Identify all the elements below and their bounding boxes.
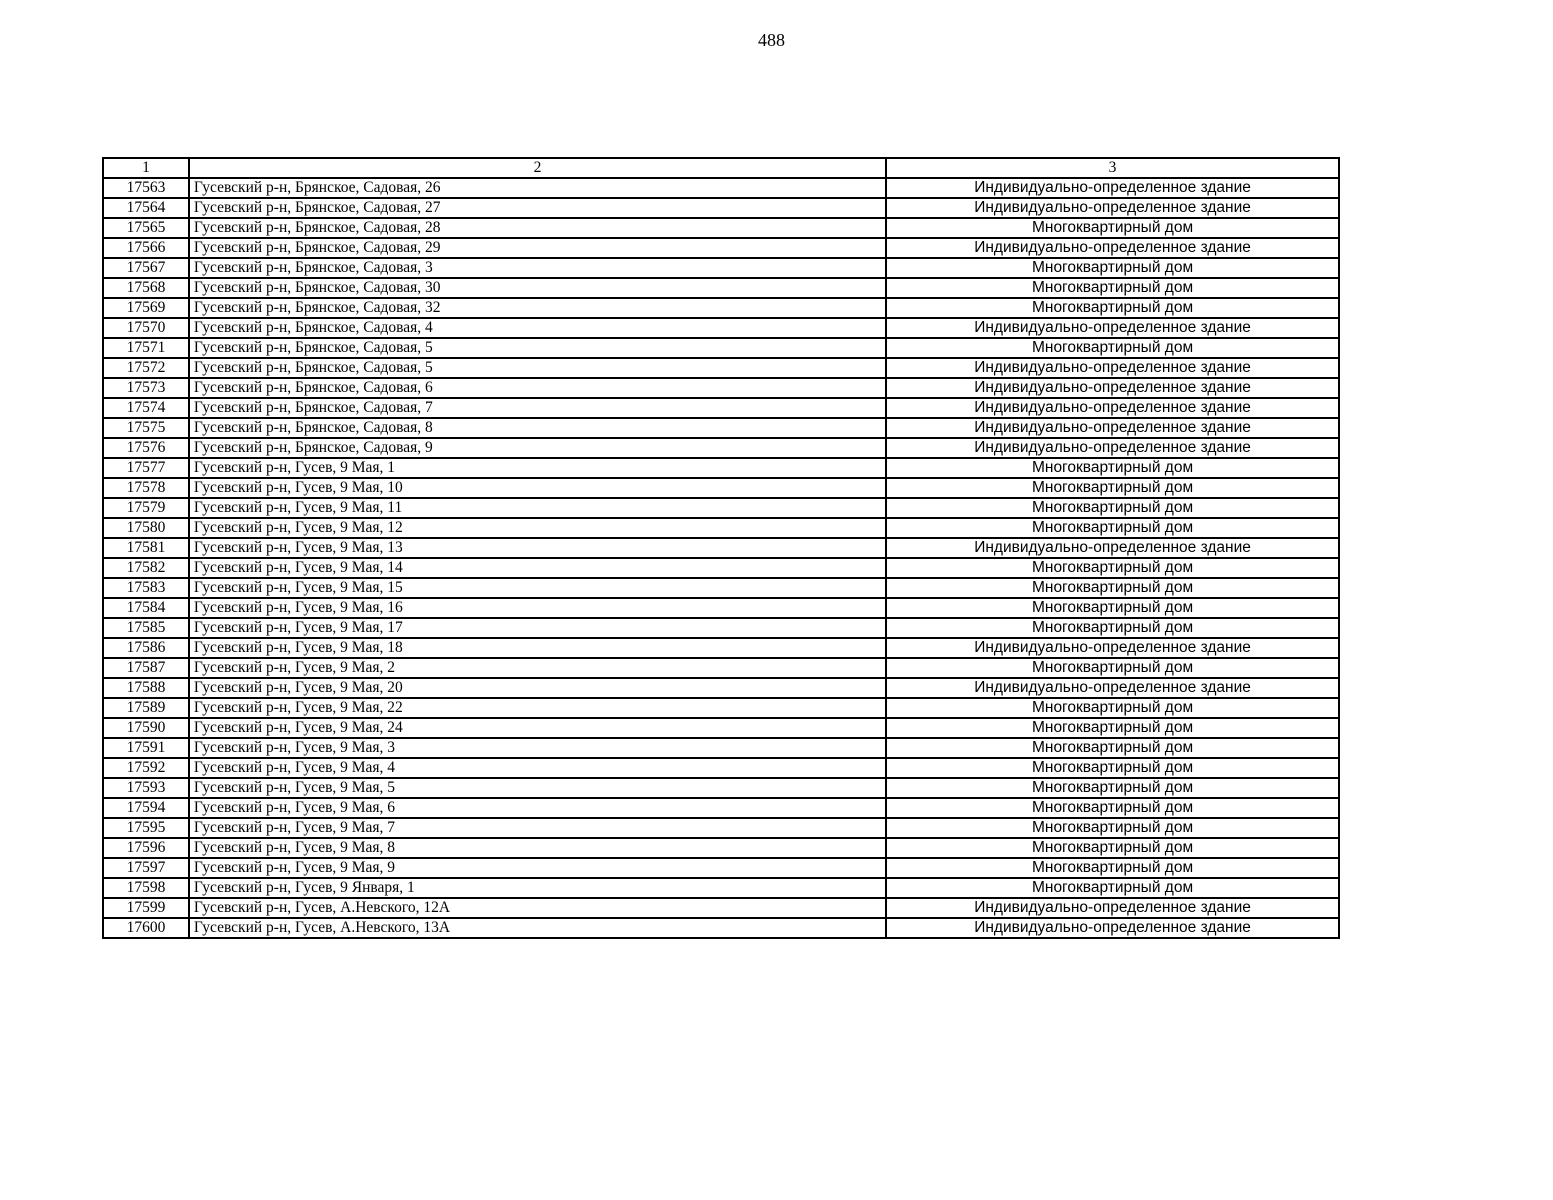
row-address-cell: Гусевский р-н, Брянское, Садовая, 30 (189, 278, 886, 298)
row-address-cell: Гусевский р-н, Брянское, Садовая, 4 (189, 318, 886, 338)
page-number: 488 (758, 30, 785, 50)
row-address-cell: Гусевский р-н, Брянское, Садовая, 8 (189, 418, 886, 438)
row-address-cell: Гусевский р-н, Гусев, 9 Мая, 11 (189, 498, 886, 518)
row-id-cell: 17574 (103, 398, 189, 418)
row-address-cell: Гусевский р-н, Брянское, Садовая, 9 (189, 438, 886, 458)
table-body (103, 178, 1339, 938)
row-type-cell: Многоквартирный дом (886, 478, 1339, 498)
table-row (103, 518, 1339, 538)
row-id-cell: 17575 (103, 418, 189, 438)
row-address-cell: Гусевский р-н, Брянское, Садовая, 5 (189, 358, 886, 378)
table-row (103, 598, 1339, 618)
table-row (103, 538, 1339, 558)
table-row (103, 618, 1339, 638)
row-id-cell: 17594 (103, 798, 189, 818)
row-id-cell: 17568 (103, 278, 189, 298)
row-type-cell: Многоквартирный дом (886, 518, 1339, 538)
row-id-cell: 17600 (103, 918, 189, 938)
table-row (103, 278, 1339, 298)
table-row (103, 678, 1339, 698)
row-type-cell: Индивидуально-определенное здание (886, 358, 1339, 378)
table-row (103, 798, 1339, 818)
row-address-cell: Гусевский р-н, Гусев, 9 Мая, 16 (189, 598, 886, 618)
row-address-cell: Гусевский р-н, Гусев, 9 Января, 1 (189, 878, 886, 898)
row-type-cell: Многоквартирный дом (886, 718, 1339, 738)
row-type-cell: Индивидуально-определенное здание (886, 318, 1339, 338)
row-id-cell: 17592 (103, 758, 189, 778)
row-id-cell: 17587 (103, 658, 189, 678)
table-row (103, 178, 1339, 198)
row-address-cell: Гусевский р-н, Гусев, 9 Мая, 1 (189, 458, 886, 478)
row-address-cell: Гусевский р-н, Гусев, 9 Мая, 20 (189, 678, 886, 698)
row-type-cell: Индивидуально-определенное здание (886, 178, 1339, 198)
row-type-cell: Индивидуально-определенное здание (886, 198, 1339, 218)
row-address-cell: Гусевский р-н, Брянское, Садовая, 29 (189, 238, 886, 258)
row-address-cell: Гусевский р-н, Гусев, 9 Мая, 8 (189, 838, 886, 858)
table-row (103, 198, 1339, 218)
row-address-cell: Гусевский р-н, Гусев, 9 Мая, 3 (189, 738, 886, 758)
table-row (103, 318, 1339, 338)
row-type-cell: Индивидуально-определенное здание (886, 398, 1339, 418)
table-row (103, 738, 1339, 758)
row-address-cell: Гусевский р-н, Брянское, Садовая, 27 (189, 198, 886, 218)
row-type-cell: Индивидуально-определенное здание (886, 678, 1339, 698)
header-col-3: 3 (886, 158, 1339, 178)
table-row (103, 298, 1339, 318)
row-address-cell: Гусевский р-н, Брянское, Садовая, 28 (189, 218, 886, 238)
row-id-cell: 17580 (103, 518, 189, 538)
row-address-cell: Гусевский р-н, Брянское, Садовая, 6 (189, 378, 886, 398)
row-address-cell: Гусевский р-н, Брянское, Садовая, 5 (189, 338, 886, 358)
register-table (102, 157, 1340, 939)
row-type-cell: Многоквартирный дом (886, 338, 1339, 358)
row-id-cell: 17563 (103, 178, 189, 198)
row-address-cell: Гусевский р-н, Гусев, А.Невского, 13А (189, 918, 886, 938)
row-id-cell: 17567 (103, 258, 189, 278)
row-type-cell: Многоквартирный дом (886, 618, 1339, 638)
row-id-cell: 17596 (103, 838, 189, 858)
row-type-cell: Многоквартирный дом (886, 698, 1339, 718)
row-type-cell: Многоквартирный дом (886, 838, 1339, 858)
table-row (103, 778, 1339, 798)
table-row (103, 638, 1339, 658)
row-id-cell: 17581 (103, 538, 189, 558)
row-address-cell: Гусевский р-н, Брянское, Садовая, 3 (189, 258, 886, 278)
row-address-cell: Гусевский р-н, Гусев, 9 Мая, 17 (189, 618, 886, 638)
row-type-cell: Многоквартирный дом (886, 598, 1339, 618)
row-id-cell: 17578 (103, 478, 189, 498)
row-type-cell: Многоквартирный дом (886, 298, 1339, 318)
row-type-cell: Многоквартирный дом (886, 498, 1339, 518)
row-type-cell: Многоквартирный дом (886, 858, 1339, 878)
row-id-cell: 17595 (103, 818, 189, 838)
row-type-cell: Многоквартирный дом (886, 738, 1339, 758)
row-address-cell: Гусевский р-н, Гусев, 9 Мая, 18 (189, 638, 886, 658)
row-address-cell: Гусевский р-н, Гусев, 9 Мая, 22 (189, 698, 886, 718)
row-address-cell: Гусевский р-н, Гусев, 9 Мая, 24 (189, 718, 886, 738)
row-id-cell: 17564 (103, 198, 189, 218)
row-address-cell: Гусевский р-н, Гусев, 9 Мая, 12 (189, 518, 886, 538)
row-type-cell: Многоквартирный дом (886, 278, 1339, 298)
row-address-cell: Гусевский р-н, Гусев, А.Невского, 12А (189, 898, 886, 918)
row-id-cell: 17566 (103, 238, 189, 258)
row-id-cell: 17579 (103, 498, 189, 518)
row-address-cell: Гусевский р-н, Гусев, 9 Мая, 14 (189, 558, 886, 578)
table-row (103, 898, 1339, 918)
table-row (103, 418, 1339, 438)
table-row (103, 338, 1339, 358)
row-type-cell: Многоквартирный дом (886, 218, 1339, 238)
row-id-cell: 17584 (103, 598, 189, 618)
row-type-cell: Многоквартирный дом (886, 558, 1339, 578)
row-type-cell: Индивидуально-определенное здание (886, 378, 1339, 398)
row-address-cell: Гусевский р-н, Брянское, Садовая, 7 (189, 398, 886, 418)
table-row (103, 498, 1339, 518)
table-row (103, 578, 1339, 598)
row-id-cell: 17599 (103, 898, 189, 918)
table-row (103, 358, 1339, 378)
table-row (103, 478, 1339, 498)
row-id-cell: 17597 (103, 858, 189, 878)
row-id-cell: 17593 (103, 778, 189, 798)
row-id-cell: 17585 (103, 618, 189, 638)
row-id-cell: 17586 (103, 638, 189, 658)
row-type-cell: Индивидуально-определенное здание (886, 438, 1339, 458)
row-id-cell: 17598 (103, 878, 189, 898)
row-id-cell: 17577 (103, 458, 189, 478)
table-row (103, 238, 1339, 258)
row-address-cell: Гусевский р-н, Гусев, 9 Мая, 13 (189, 538, 886, 558)
row-id-cell: 17576 (103, 438, 189, 458)
row-address-cell: Гусевский р-н, Брянское, Садовая, 32 (189, 298, 886, 318)
row-id-cell: 17583 (103, 578, 189, 598)
row-id-cell: 17591 (103, 738, 189, 758)
table-row (103, 458, 1339, 478)
row-id-cell: 17565 (103, 218, 189, 238)
row-type-cell: Индивидуально-определенное здание (886, 238, 1339, 258)
table-row (103, 658, 1339, 678)
row-type-cell: Многоквартирный дом (886, 798, 1339, 818)
row-type-cell: Многоквартирный дом (886, 458, 1339, 478)
row-type-cell: Индивидуально-определенное здание (886, 638, 1339, 658)
row-id-cell: 17571 (103, 338, 189, 358)
table-row (103, 818, 1339, 838)
row-id-cell: 17569 (103, 298, 189, 318)
table-header (103, 158, 1339, 178)
row-type-cell: Многоквартирный дом (886, 578, 1339, 598)
row-address-cell: Гусевский р-н, Гусев, 9 Мая, 5 (189, 778, 886, 798)
table-row (103, 918, 1339, 938)
table-row (103, 878, 1339, 898)
row-type-cell: Многоквартирный дом (886, 758, 1339, 778)
table-row (103, 258, 1339, 278)
table-row (103, 558, 1339, 578)
table-row (103, 758, 1339, 778)
row-id-cell: 17570 (103, 318, 189, 338)
table-row (103, 858, 1339, 878)
header-col-1: 1 (103, 158, 189, 178)
row-address-cell: Гусевский р-н, Гусев, 9 Мая, 9 (189, 858, 886, 878)
table-row (103, 698, 1339, 718)
row-id-cell: 17572 (103, 358, 189, 378)
row-type-cell: Многоквартирный дом (886, 878, 1339, 898)
row-id-cell: 17588 (103, 678, 189, 698)
row-address-cell: Гусевский р-н, Брянское, Садовая, 26 (189, 178, 886, 198)
row-id-cell: 17590 (103, 718, 189, 738)
table-row (103, 218, 1339, 238)
row-id-cell: 17573 (103, 378, 189, 398)
table-row (103, 378, 1339, 398)
row-type-cell: Индивидуально-определенное здание (886, 538, 1339, 558)
row-type-cell: Многоквартирный дом (886, 818, 1339, 838)
row-id-cell: 17582 (103, 558, 189, 578)
row-type-cell: Многоквартирный дом (886, 778, 1339, 798)
table-row (103, 718, 1339, 738)
row-type-cell: Индивидуально-определенное здание (886, 418, 1339, 438)
row-address-cell: Гусевский р-н, Гусев, 9 Мая, 2 (189, 658, 886, 678)
row-address-cell: Гусевский р-н, Гусев, 9 Мая, 10 (189, 478, 886, 498)
header-row (103, 158, 1339, 178)
row-address-cell: Гусевский р-н, Гусев, 9 Мая, 4 (189, 758, 886, 778)
row-id-cell: 17589 (103, 698, 189, 718)
row-type-cell: Индивидуально-определенное здание (886, 918, 1339, 938)
row-type-cell: Многоквартирный дом (886, 658, 1339, 678)
header-col-2: 2 (189, 158, 886, 178)
row-address-cell: Гусевский р-н, Гусев, 9 Мая, 6 (189, 798, 886, 818)
table-row (103, 838, 1339, 858)
row-address-cell: Гусевский р-н, Гусев, 9 Мая, 7 (189, 818, 886, 838)
row-type-cell: Многоквартирный дом (886, 258, 1339, 278)
row-type-cell: Индивидуально-определенное здание (886, 898, 1339, 918)
row-address-cell: Гусевский р-н, Гусев, 9 Мая, 15 (189, 578, 886, 598)
table-row (103, 438, 1339, 458)
table-row (103, 398, 1339, 418)
